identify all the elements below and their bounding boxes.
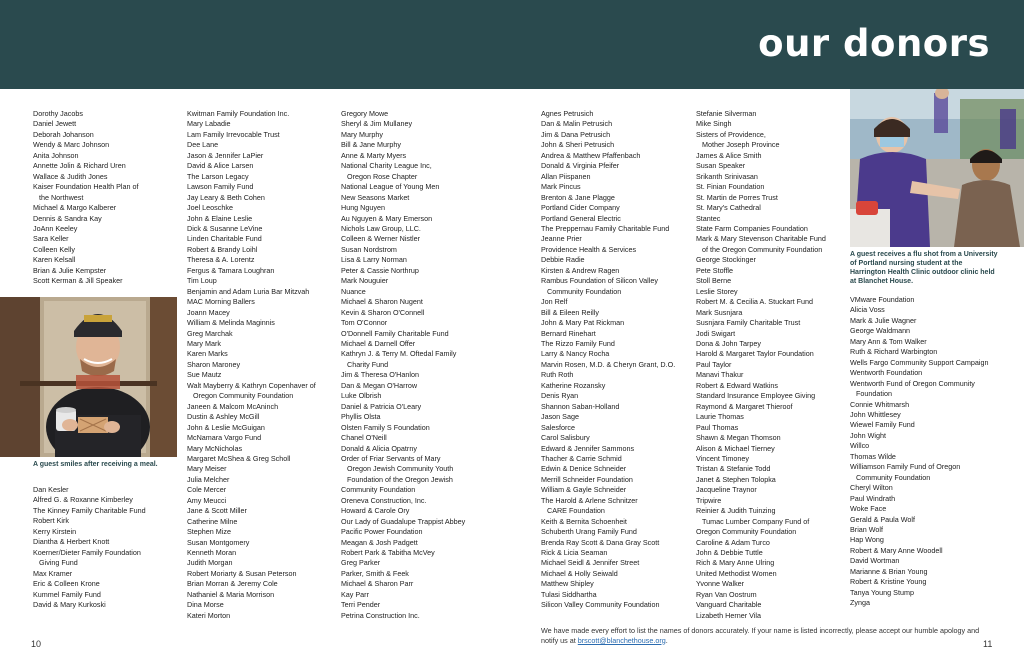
donor-name: Jane & Scott Miller <box>187 506 247 516</box>
donor-name: Brian Morran & Jeremy Cole <box>187 579 278 589</box>
donor-name: Diantha & Herbert Knott <box>33 537 110 547</box>
guest-meal-illustration <box>0 297 177 457</box>
donor-name: Karen Kelsall <box>33 255 76 265</box>
donor-name: David & Alice Larsen <box>187 161 254 171</box>
donor-name: Donald & Virginia Pfeifer <box>541 161 620 171</box>
donor-name: Jay Leary & Beth Cohen <box>187 192 265 202</box>
donor-name: Dustin & Ashley McGill <box>187 412 260 422</box>
donor-name: Au Nguyen & Mary Emerson <box>341 213 433 223</box>
donor-name: Michael & Margo Kalberer <box>33 203 117 213</box>
disclaimer-note <box>541 626 991 645</box>
donor-name: Mark Pincus <box>541 182 581 192</box>
donor-name: Robert Kirk <box>33 516 69 526</box>
donor-name: VMware Foundation <box>850 295 915 304</box>
donor-name: Robert M. & Cecilia A. Stuckart Fund <box>696 297 814 307</box>
donor-name: Nuance <box>341 286 366 296</box>
donor-name: Cole Mercer <box>187 485 227 495</box>
donor-name: Dan & Megan O'Harrow <box>341 380 418 390</box>
donor-name: Order of Friar Servants of Mary <box>341 453 441 463</box>
donor-name: Kwitman Family Foundation Inc. <box>187 109 290 118</box>
donor-name: Walt Mayberry & Kathryn Copenhaver of <box>187 380 316 390</box>
donor-name: Paul Windrath <box>850 493 896 503</box>
donor-name: Wallace & Judith Jones <box>33 171 108 181</box>
donor-column-4 <box>541 109 675 611</box>
donor-name: The Larson Legacy <box>187 171 249 181</box>
donor-name: Kummel Family Fund <box>33 589 101 599</box>
donor-name: Jeanne Prier <box>541 234 582 244</box>
donor-name: John & Sheri Petrusich <box>541 140 615 150</box>
donor-name: Olsten Family S Foundation <box>341 422 430 432</box>
donor-name: Jim & Dana Petrusich <box>541 129 611 139</box>
donor-name: Wells Fargo Community Support Campaign <box>850 357 989 367</box>
donor-name: Nichols Law Group, LLC. <box>341 223 421 233</box>
donor-name: National League of Young Men <box>341 182 440 192</box>
donor-name: Kirsten & Andrew Ragen <box>541 265 620 275</box>
donor-name-continuation: Mother Joseph Province <box>702 140 780 150</box>
donor-name: Mark & Mary Stevenson Charitable Fund <box>696 234 826 244</box>
donor-name: Larry & Nancy Rocha <box>541 349 610 359</box>
donor-name: Brenda Ray Scott & Dana Gray Scott <box>541 537 660 547</box>
donor-name: Denis Ryan <box>541 391 579 401</box>
donor-name-continuation: Community Foundation <box>547 286 622 296</box>
donor-name: Theresa & A. Lorentz <box>187 255 255 265</box>
donor-name: Amy Meucci <box>187 495 227 505</box>
donor-name: Michael & Sharon Parr <box>341 579 414 589</box>
donor-name: Robert & Edward Watkins <box>696 380 779 390</box>
donor-name: Michael Seidl & Jennifer Street <box>541 558 640 568</box>
donor-name: United Methodist Women <box>696 568 777 578</box>
donor-column-3 <box>341 109 465 621</box>
donor-name: Harold & Margaret Taylor Foundation <box>696 349 814 359</box>
donor-name: Bill & Eileen Reilly <box>541 307 599 317</box>
donor-name: Jim & Theresa O'Hanlon <box>341 370 419 380</box>
donor-name: Jodi Swigart <box>696 328 736 338</box>
donor-name: National Charity League Inc, <box>341 161 432 171</box>
donor-name: Eric & Colleen Krone <box>33 579 100 589</box>
donor-name: Michael & Holly Seiwald <box>541 568 618 578</box>
donor-name: Mary McNicholas <box>187 443 243 453</box>
donor-name: Lizabeth Herner Vila <box>696 610 761 620</box>
donor-name: Allan Piispanen <box>541 171 591 181</box>
donor-name: Sharon Maroney <box>187 359 241 369</box>
donor-name: Margaret McShea & Greg Scholl <box>187 453 291 463</box>
donor-name: St. Martin de Porres Trust <box>696 192 778 202</box>
donor-name: Andrea & Matthew Pfaffenbach <box>541 150 641 160</box>
donor-name: Cheryl Wilton <box>850 483 893 493</box>
donor-name-continuation: Foundation <box>856 389 892 399</box>
donor-name: Deborah Johanson <box>33 129 94 139</box>
donor-name: John & Elaine Leslie <box>187 213 253 223</box>
donor-name: Hap Wong <box>850 535 884 545</box>
donor-name: Luke Olbrish <box>341 391 382 401</box>
donor-name: Thomas Wilde <box>850 451 896 461</box>
donor-name: Benjamin and Adam Luria Bar Mitzvah <box>187 286 310 296</box>
donor-name: Stoll Berne <box>696 276 732 286</box>
donor-name: Catherine Milne <box>187 516 238 526</box>
donor-name: Tim Loup <box>187 276 217 286</box>
donor-name: John Whittlesey <box>850 409 901 419</box>
page-header <box>0 0 1024 89</box>
donor-name: Ruth & Richard Warbington <box>850 347 938 357</box>
donor-name: Bill & Jane Murphy <box>341 140 401 150</box>
donor-name: Standard Insurance Employee Giving <box>696 391 816 401</box>
donor-name: Mary Mark <box>187 338 221 348</box>
donor-name: Dee Lane <box>187 140 219 150</box>
donor-name: Lam Family Irrevocable Trust <box>187 129 280 139</box>
page-title: our donors <box>758 22 990 65</box>
donor-name: Tanya Young Stump <box>850 587 914 597</box>
donor-name: Donald & Alicia Opatrny <box>341 443 417 453</box>
donor-name: Tripwire <box>696 495 722 505</box>
donor-name: Phyllis Olsta <box>341 412 381 422</box>
donor-name: Sheryl & Jim Mullaney <box>341 119 413 129</box>
disclaimer-period: . <box>665 635 668 645</box>
donor-name: St. Mary's Cathedral <box>696 203 761 213</box>
donor-name: Providence Health & Services <box>541 244 637 254</box>
donor-name: Terri Pender <box>341 600 381 610</box>
donor-name: George Stockinger <box>696 255 756 265</box>
donor-name: Scott Kerman & Jill Speaker <box>33 276 123 286</box>
donor-name: Kenneth Moran <box>187 548 237 558</box>
donor-name: Robert & Brandy Loihl <box>187 244 258 254</box>
donor-name: Pacific Power Foundation <box>341 527 423 537</box>
donor-name: John Wight <box>850 430 886 440</box>
donor-name: Merrill Schneider Foundation <box>541 474 633 484</box>
donor-name: Jason & Jennifer LaPier <box>187 150 264 160</box>
donor-name: Mary Labadie <box>187 119 231 129</box>
donor-name: O'Donnell Family Charitable Fund <box>341 328 449 338</box>
donor-name: Janet & Stephen Tolopka <box>696 474 776 484</box>
donor-name: Ruth Roth <box>541 370 574 380</box>
donor-name: Petrina Construction Inc. <box>341 610 420 620</box>
donor-name: Kay Parr <box>341 589 369 599</box>
donor-name: Howard & Carole Ory <box>341 506 410 516</box>
donor-name: Srikanth Srinivasan <box>696 171 758 181</box>
donor-name: Daniel Jewett <box>33 119 77 129</box>
donor-name: Robert Moriarty & Susan Peterson <box>187 568 297 578</box>
donor-name: Connie Whitmarsh <box>850 399 910 409</box>
donor-name: Stephen Mize <box>187 527 231 537</box>
donor-name: Dan & Malin Petrusich <box>541 119 613 129</box>
donor-name-continuation: the Northwest <box>39 192 84 202</box>
donor-name-continuation: Community Foundation <box>856 472 931 482</box>
donor-name: Jason Sage <box>541 412 579 422</box>
donor-name: Raymond & Margaret Thieroof <box>696 401 793 411</box>
donor-name: Paul Thomas <box>696 422 739 432</box>
donor-name: Lisa & Larry Norman <box>341 255 407 265</box>
donor-name: Alicia Voss <box>850 305 885 315</box>
donor-name: Kathryn J. & Terry M. Oftedal Family <box>341 349 457 359</box>
donor-name-continuation: CARE Foundation <box>547 506 605 516</box>
donor-name-continuation: Oregon Jewish Community Youth <box>347 464 454 474</box>
donor-name: Wentworth Foundation <box>850 368 923 378</box>
donor-name: Daniel & Patricia O'Leary <box>341 401 422 411</box>
donor-name: Janeen & Malcom McAninch <box>187 401 279 411</box>
donor-name: Vincent Timoney <box>696 453 750 463</box>
donor-name: Jacqueline Traynor <box>696 485 757 495</box>
donor-name-continuation: Foundation of the Oregon Jewish <box>347 474 453 484</box>
donor-name: Shawn & Megan Thomson <box>696 433 781 443</box>
donor-name: Robert Park & Tabitha McVey <box>341 548 435 558</box>
donor-name: Peter & Cassie Northrup <box>341 265 419 275</box>
donor-name: William & Melinda Maginnis <box>187 318 275 328</box>
donor-name: Oreneva Construction, Inc. <box>341 495 427 505</box>
donor-name-continuation: Tumac Lumber Company Fund of <box>702 516 810 526</box>
donor-name-continuation: Giving Fund <box>39 558 78 568</box>
donor-name: Marianne & Brian Young <box>850 566 928 576</box>
donor-name: The Rizzo Family Fund <box>541 338 615 348</box>
donor-name: Rambus Foundation of Silicon Valley <box>541 276 658 286</box>
donor-name: Lawson Family Fund <box>187 182 254 192</box>
donor-name: Parker, Smith & Feek <box>341 568 409 578</box>
donor-name: Robert & Kristine Young <box>850 577 927 587</box>
donor-name: Rich & Mary Anne Ulring <box>696 558 775 568</box>
donor-name: Williamson Family Fund of Oregon <box>850 462 961 472</box>
donor-name: Zynga <box>850 598 870 608</box>
donor-name: Keith & Bernita Schoenheit <box>541 516 627 526</box>
donor-name: David Wortman <box>850 556 900 566</box>
donor-name: The Kinney Family Charitable Fund <box>33 505 146 515</box>
donor-name: George Waldmann <box>850 326 911 336</box>
donor-name: Pete Stoffle <box>696 265 734 275</box>
page-number-right: 11 <box>983 639 993 649</box>
donor-name: Brenton & Jane Plagge <box>541 192 615 202</box>
donor-name: Laurie Thomas <box>696 412 744 422</box>
donor-name: Mark Nouguier <box>341 276 389 286</box>
donor-name: Bernard Rinehart <box>541 328 596 338</box>
donor-name: Katherine Rozansky <box>541 380 606 390</box>
donor-name: Linden Charitable Fund <box>187 234 262 244</box>
donor-name: Stefanie Silverman <box>696 109 757 118</box>
donor-name: Dorothy Jacobs <box>33 109 83 118</box>
donor-name: Thacher & Carrie Schmid <box>541 453 622 463</box>
donor-name: Dina Morse <box>187 600 224 610</box>
donor-name-continuation: of the Oregon Community Foundation <box>702 244 823 254</box>
donor-name: Karen Marks <box>187 349 228 359</box>
donor-name: The Preppernau Family Charitable Fund <box>541 223 670 233</box>
donor-name: Tulasi Siddhartha <box>541 589 597 599</box>
donor-name: James & Alice Smith <box>696 150 762 160</box>
donor-name: Sisters of Providence, <box>696 129 766 139</box>
donor-name: Michael & Darnell Offer <box>341 338 416 348</box>
contact-email-link[interactable]: brscott@blanchethouse.org <box>577 635 666 645</box>
donor-name: St. Finian Foundation <box>696 182 765 192</box>
donor-name: Jon Relf <box>541 297 568 307</box>
donor-name: David & Mary Kurkoski <box>33 599 106 609</box>
donor-name: William & Gayle Schneider <box>541 485 627 495</box>
donor-name: The Harold & Arlene Schnitzer <box>541 495 638 505</box>
donor-name-continuation: Charity Fund <box>347 359 389 369</box>
donor-name: Our Lady of Guadalupe Trappist Abbey <box>341 516 466 526</box>
donor-name: Portland General Electric <box>541 213 621 223</box>
donor-column-2 <box>187 109 316 621</box>
donor-name: Alison & Michael Tierney <box>696 443 775 453</box>
donor-name: Max Kramer <box>33 568 73 578</box>
donor-name: Susnjara Family Charitable Trust <box>696 318 801 328</box>
donor-name: Community Foundation <box>341 485 416 495</box>
donor-name: Willco <box>850 441 870 451</box>
donor-name: Reinier & Judith Tuinzing <box>696 506 776 516</box>
donor-name: John & Mary Pat Rickman <box>541 318 625 328</box>
donor-name: Kateri Morton <box>187 610 231 620</box>
donor-name: Woke Face <box>850 504 887 514</box>
donor-name: Edwin & Denice Schneider <box>541 464 627 474</box>
donor-name: Sue Mautz <box>187 370 222 380</box>
donor-name: Vanguard Charitable <box>696 600 762 610</box>
donor-name: Kerry Kirstein <box>33 526 77 536</box>
donor-name: Wendy & Marc Johnson <box>33 140 110 150</box>
donor-name: Portland Cider Company <box>541 203 620 213</box>
donor-column-1-bottom <box>33 485 146 610</box>
donor-name: Susan Speaker <box>696 161 746 171</box>
donor-name: Tom O'Connor <box>341 318 388 328</box>
donor-name: Judith Morgan <box>187 558 233 568</box>
donor-name: Greg Parker <box>341 558 381 568</box>
donor-name: Leslie Storey <box>696 286 738 296</box>
donor-name: Koerner/Dieter Family Foundation <box>33 547 141 557</box>
donor-name: Colleen Kelly <box>33 244 75 254</box>
donor-column-5 <box>696 109 826 621</box>
donor-name: Colleen & Werner Nistler <box>341 234 420 244</box>
guest-meal-photo <box>0 297 177 457</box>
donor-name: Greg Marchak <box>187 328 233 338</box>
donor-name-continuation: Oregon Community Foundation <box>193 391 294 401</box>
donor-name: Chanel O'Neill <box>341 433 387 443</box>
donor-name: Gerald & Paula Wolf <box>850 514 915 524</box>
donor-name: Brian & Julie Kempster <box>33 265 107 275</box>
donor-name: Fergus & Tamara Loughran <box>187 265 275 275</box>
donor-name: Yvonne Walker <box>696 579 745 589</box>
donor-name: Mark Susnjara <box>696 307 743 317</box>
donor-name: Julia Melcher <box>187 474 230 484</box>
donor-name: Manavi Thakur <box>696 370 744 380</box>
donor-name: Brian Wolf <box>850 524 884 534</box>
donor-name: State Farm Companies Foundation <box>696 223 808 233</box>
donor-name: Gregory Mowe <box>341 109 389 118</box>
donor-name: Joel Leoschke <box>187 203 233 213</box>
donor-name: JoAnn Keeley <box>33 223 78 233</box>
donor-name: Wentworth Fund of Oregon Community <box>850 378 975 388</box>
donor-name: Silicon Valley Community Foundation <box>541 600 660 610</box>
donor-name: Ryan Van Oostrum <box>696 589 757 599</box>
donor-name: Kevin & Sharon O'Connell <box>341 307 425 317</box>
guest-meal-caption: A guest smiles after receiving a meal. <box>33 461 158 468</box>
donor-name: Mike Singh <box>696 119 732 129</box>
donor-name: Dona & John Tarpey <box>696 338 761 348</box>
donor-name: Mark & Julie Wagner <box>850 315 917 325</box>
donor-name: New Seasons Market <box>341 192 410 202</box>
donor-name: Wiewel Family Fund <box>850 420 915 430</box>
flu-shot-photo <box>850 89 1024 247</box>
flu-shot-illustration <box>850 89 1024 247</box>
donor-name: Hung Nguyen <box>341 203 385 213</box>
donor-column-6 <box>850 295 988 609</box>
donor-name: Stantec <box>696 213 721 223</box>
donor-name: Debbie Radie <box>541 255 585 265</box>
donor-name: Matthew Shipley <box>541 579 594 589</box>
donor-name: Alfred G. & Roxanne Kimberley <box>33 495 133 505</box>
donor-name: Susan Montgomery <box>187 537 250 547</box>
donor-name: McNamara Vargo Fund <box>187 433 262 443</box>
donor-name: Joann Macey <box>187 307 230 317</box>
donor-name: Nathaniel & Maria Morrison <box>187 589 275 599</box>
donor-name: MAC Morning Ballers <box>187 297 255 307</box>
disclaimer-text: We have made every effort to list the names of donors accurately. If your name is listed incorrectly, please accept our humble apology and notify us at <box>541 626 980 645</box>
page-number-left: 10 <box>31 639 42 649</box>
donor-name: Tristan & Stefanie Todd <box>696 464 771 474</box>
donor-name: Edward & Jennifer Sammons <box>541 443 635 453</box>
donor-name: Michael & Sharon Nugent <box>341 297 423 307</box>
donor-name: Sara Keller <box>33 234 69 244</box>
donor-name: Dick & Susanne LeVine <box>187 223 263 233</box>
donor-name: John & Debbie Tuttle <box>696 548 763 558</box>
donor-name: Anne & Marty Myers <box>341 150 407 160</box>
donor-name: John & Leslie McGuigan <box>187 422 265 432</box>
donor-name: Robert & Mary Anne Woodell <box>850 545 943 555</box>
flu-shot-caption: A guest receives a flu shot from a University of Portland nursing student at the Harrington Health Clinic outdoor clinic held at Blanchet House. <box>850 251 998 285</box>
donor-name: Schuberth Urang Family Fund <box>541 527 637 537</box>
donor-name: Marvin Rosen, M.D. & Cheryn Grant, D.O. <box>541 359 676 369</box>
donor-name: Shannon Saban-Holland <box>541 401 620 411</box>
donor-name: Mary Meiser <box>187 464 227 474</box>
donor-name: Paul Taylor <box>696 359 732 369</box>
donor-name: Dan Kesler <box>33 485 69 494</box>
donor-name: Meagan & Josh Padgett <box>341 537 418 547</box>
donor-name: Carol Salisbury <box>541 433 590 443</box>
donor-name: Kaiser Foundation Health Plan of <box>33 182 139 192</box>
donor-name: Dennis & Sandra Kay <box>33 213 102 223</box>
donor-name: Salesforce <box>541 422 575 432</box>
donor-name: Anita Johnson <box>33 150 79 160</box>
donor-name-continuation: Oregon Rose Chapter <box>347 171 418 181</box>
donor-name: Mary Murphy <box>341 129 383 139</box>
donor-name: Oregon Community Foundation <box>696 527 797 537</box>
donor-name: Rick & Licia Seaman <box>541 548 608 558</box>
donor-name: Caroline & Adam Turco <box>696 537 770 547</box>
donor-name: Annette Jolin & Richard Uren <box>33 161 126 171</box>
donor-name: Susan Nordstrom <box>341 244 397 254</box>
donor-name: Mary Ann & Tom Walker <box>850 336 927 346</box>
donor-column-1-top <box>33 109 138 287</box>
donor-name: Agnes Petrusich <box>541 109 594 118</box>
